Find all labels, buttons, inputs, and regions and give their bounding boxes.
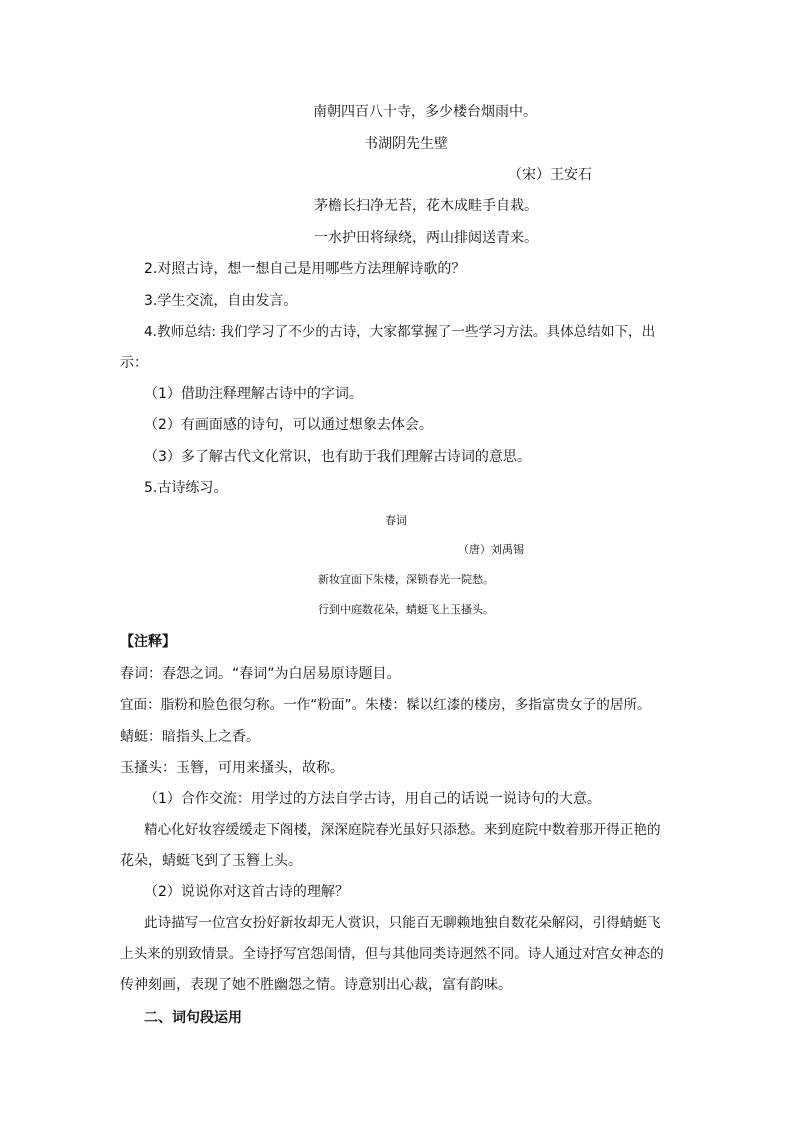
step-text: 5.古诗练习。 bbox=[144, 480, 228, 496]
activity-question: （1）合作交流：用学过的方法自学古诗，用自己的话说一说诗句的大意。 bbox=[144, 791, 601, 807]
poem-title: 书湖阴先生壁 bbox=[364, 136, 448, 152]
activity-answer: 上头来的别致情景。全诗抒写宫怨闺情，但与其他同类诗迥然不同。诗人通过对宫女神态的 bbox=[120, 946, 664, 962]
activity-question: （2）说说你对这首古诗的理解？ bbox=[144, 884, 349, 900]
poem-line: 一水护田将绿绕，两山排闼送青来。 bbox=[314, 230, 538, 246]
step-text: 示： bbox=[120, 355, 148, 371]
activity-answer: 传神刻画，表现了她不胜幽怨之情。诗意别出心裁，富有韵味。 bbox=[120, 977, 512, 993]
method-item: （1）借助注释理解古诗中的字词。 bbox=[144, 386, 363, 402]
step-text: 4.教师总结: 我们学习了不少的古诗，大家都掌握了一些学习方法。具体总结如下，出 bbox=[144, 324, 656, 340]
note-item: 玉搔头：玉簪，可用来搔头，故称。 bbox=[120, 760, 344, 776]
note-item: 春词：春怨之词。“春词”为白居易原诗题目。 bbox=[120, 666, 401, 682]
poem-author: （宋）王安石 bbox=[508, 167, 592, 183]
method-item: （3）多了解古代文化常识，也有助于我们理解古诗词的意思。 bbox=[144, 449, 531, 465]
method-item: （2）有画面感的诗句，可以通过想象去体会。 bbox=[144, 417, 433, 433]
notes-heading: 【注释】 bbox=[120, 634, 176, 650]
poem-title: 春词 bbox=[385, 514, 407, 527]
step-text: 2.对照古诗，想一想自己是用哪些方法理解诗歌的？ bbox=[144, 261, 466, 277]
poem-line: 茅檐长扫净无苔，花木成畦手自栽。 bbox=[314, 198, 538, 214]
activity-answer: 此诗描写一位宫女扮好新妆却无人赏识，只能百无聊赖地独自数花朵解闷，引得蜻蜓飞 bbox=[144, 915, 661, 931]
poem-author: （唐）刘禹锡 bbox=[458, 543, 524, 556]
poem-line: 行到中庭数花朵，蜻蜓飞上玉搔头。 bbox=[318, 603, 494, 616]
poem-line: 新妆宜面下朱楼，深锁春光一院愁。 bbox=[318, 573, 494, 586]
poem-line: 南朝四百八十寺，多少楼台烟雨中。 bbox=[313, 104, 537, 120]
step-text: 3.学生交流，自由发言。 bbox=[144, 293, 298, 309]
note-item: 蜻蜓：暗指头上之香。 bbox=[120, 729, 260, 745]
section-heading: 二、词句段运用 bbox=[144, 1010, 242, 1026]
note-item: 宜面：脂粉和脸色很匀称。一作“粉面”。朱楼：髹以红漆的楼房，多指富贵女子的居所。 bbox=[120, 697, 651, 713]
activity-answer: 精心化好妆容缓缓走下阁楼，深深庭院春光虽好只添愁。来到庭院中数着那开得正艳的 bbox=[144, 822, 661, 838]
activity-answer: 花朵，蜻蜓飞到了玉簪上头。 bbox=[120, 853, 302, 869]
